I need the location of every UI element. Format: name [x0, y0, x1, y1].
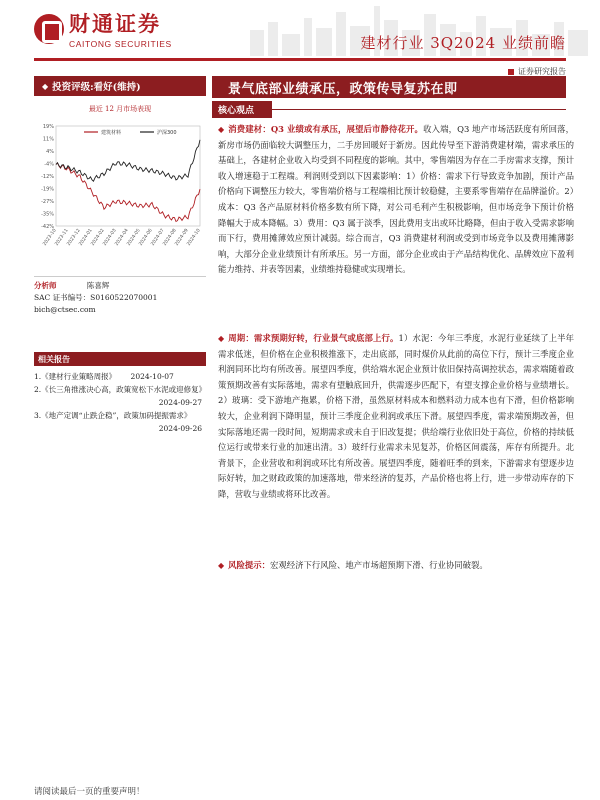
y-tick-label: 19% [42, 124, 54, 130]
right-column [212, 76, 566, 118]
y-tick-label: -35% [41, 211, 54, 218]
y-tick-label: -4% [44, 161, 54, 168]
list-item[interactable] [34, 409, 206, 435]
rating-bar [34, 76, 206, 96]
y-tick-label: 11% [42, 136, 54, 143]
section-consumer-materials [218, 122, 574, 278]
related-report-title: 1.《建材行业策略周报》 [34, 372, 117, 381]
legend-label: 沪深300 [157, 130, 177, 136]
related-report-date: 2024-10-07 [130, 372, 174, 381]
diamond-bullet-icon: ◆ [218, 561, 225, 570]
diamond-bullet-icon: ◆ [218, 125, 225, 134]
y-tick-label: -19% [41, 186, 54, 193]
analyst-block [34, 276, 206, 316]
company-name-en: CAITONG SECURITIES [69, 39, 172, 49]
logo-icon [34, 14, 64, 44]
list-item[interactable] [34, 370, 206, 383]
related-report-date: 2024-09-27 [158, 398, 202, 407]
x-tick-label: 2024-06 [138, 228, 154, 247]
section-title: 风险提示： [228, 560, 271, 570]
x-tick-label: 2023-11 [54, 228, 70, 247]
x-tick-label: 2024-03 [102, 228, 118, 247]
chart-title: 最近 12 月市场表现 [88, 105, 152, 113]
footer-disclaimer: 请阅读最后一页的重要声明！ [34, 787, 145, 797]
chart-svg [34, 118, 206, 268]
analyst-role: 分析师 [34, 281, 57, 290]
section-body: 收入端，Q3 地产市场活跃度有所回落，新房市场仍面临较大调整压力，二手房回暖好于新房。因此传导至下游消费建材端，需求承压的基础上，各建材企业收入均受到不同程度的影响。其中，零售端因为存在二手房需求支撑，预计收入增速稳于工程端。利润则受到以下因素影响：1）价格：需求下行导致竞争加剧，预计产品价格向下调整压力较大，零售端价格与工程端相比预计较稳健，主要系零售端存在品牌溢价。2）成本：Q3 各产品原材料价格多数有所下降，对公司毛利产生积极影响，但市场竞争下预计价格降幅大于成本降幅。3）费用：Q3 属于淡季，因此费用支出或环比略降，但由于收入受需求影响而下行，费用摊薄效应预计减弱。综合而言，Q3 消费建材利润或受到市场竞争以及费用摊薄影响，大部分企业业绩预计有所承压。另一方面，部分企业或由于产品结构优化、品牌效应下盈利能力维持、并表等因素，业绩维持稳健或实现增长。 [218, 124, 575, 275]
series-line [56, 140, 200, 181]
related-report-date: 2024-09-26 [158, 424, 202, 433]
section-cyclical [218, 331, 574, 503]
x-tick-label: 2024-05 [126, 228, 142, 247]
rating-text: 投资评级:看好(维持) [52, 82, 141, 93]
x-tick-label: 2024-02 [90, 228, 106, 247]
x-tick-label: 2024-04 [114, 228, 130, 247]
y-tick-label: -27% [41, 199, 54, 205]
x-tick-label: 2024-10 [186, 228, 202, 247]
report-title: 建材行业 3Q2024 业绩前瞻 [360, 34, 566, 52]
legend-label: 建筑材料 [101, 130, 122, 136]
report-category-text: 证券研究报告 [518, 67, 566, 76]
core-view-header [212, 101, 566, 118]
square-bullet-icon [508, 69, 514, 75]
related-reports-header: 相关报告 [34, 352, 206, 366]
x-tick-label: 2024-08 [162, 228, 178, 247]
x-tick-label: 2024-07 [150, 228, 166, 247]
company-name-cn: 财通证券 [69, 12, 161, 36]
related-report-title: 2.《长三角推涨决心高，政策宽松下水泥或迎修复》 [34, 385, 207, 394]
y-tick-label: -42% [41, 224, 54, 230]
diamond-bullet-icon: ◆ [218, 334, 225, 343]
company-logo [34, 8, 172, 49]
section-body: 1）水泥：今年三季度，水泥行业延续了上半年需求低迷，但价格在企业积极推涨下，走出底部，同时煤价从此前的高位下行，预计三季度企业利润同环比均有所改善。展望四季度，供给端水泥企业预计依旧保持高调控状态，需求端随着政策预期改善有实际落地，需求有望触底回升，供需逐步匹配下，有望支撑企业价格与业绩增长。2）玻璃：受下游地产拖累，价格下滑，虽然原材料成本和燃料动力成本也有下滑，但价格影响较大，企业利润下降明显，预计三季度企业利润或承压下滑。展望四季度，需求端预期改善，但实际落地还需一段时间，短期需求或未自于旧改复提；供给端行业依旧处于高位，价格的持续低位运行或带来行业的加速出清。3）玻纤行业需求未见复苏，价格区间震荡，库存有所提升。北背景下，企业营收和利润或环比有所改善。展望四季度，随着旺季的到来，下游需求有望逐步边际好转，加之财政政策的加速落地，带来经济的复苏，产品价格也将上行，进一步带动库存的下降，营收与业绩或将环比改善。 [218, 333, 575, 499]
section-title: 周期：需求预期好转，行业景气或底部上行。 [228, 333, 399, 343]
x-tick-label: 2024-01 [78, 228, 94, 247]
left-column [34, 76, 206, 435]
x-tick-label: 2024-09 [174, 228, 190, 247]
analyst-email[interactable]: bich@ctsec.com [34, 305, 96, 314]
analyst-name: 陈喜辉 [86, 281, 110, 290]
divider [34, 276, 206, 277]
market-performance-chart [34, 118, 206, 268]
headline: 景气底部业绩承压，政策传导复苏在即 [212, 76, 566, 98]
page-header [0, 0, 600, 64]
y-tick-label: -12% [41, 174, 54, 180]
diamond-icon: ◆ [42, 81, 49, 91]
related-report-title: 3.《地产定调“止跌企稳”，政策加码提振需求》 [34, 411, 192, 420]
divider [272, 109, 566, 110]
related-reports-list [34, 370, 206, 435]
section-risk [218, 558, 574, 574]
section-body: 宏观经济下行风险、地产市场超预期下滑、行业协同破裂。 [270, 560, 488, 570]
analyst-cert: SAC 证书编号：S0160522070001 [34, 293, 158, 302]
y-tick-label: 4% [46, 149, 54, 155]
list-item[interactable] [34, 383, 206, 409]
x-tick-label: 2023-10 [42, 228, 58, 247]
section-title: 消费建材：Q3 业绩或有承压，展望后市静待花开。 [228, 124, 424, 134]
header-rule [34, 58, 566, 61]
core-view-label: 核心观点 [212, 101, 272, 118]
x-tick-label: 2023-12 [66, 228, 82, 247]
